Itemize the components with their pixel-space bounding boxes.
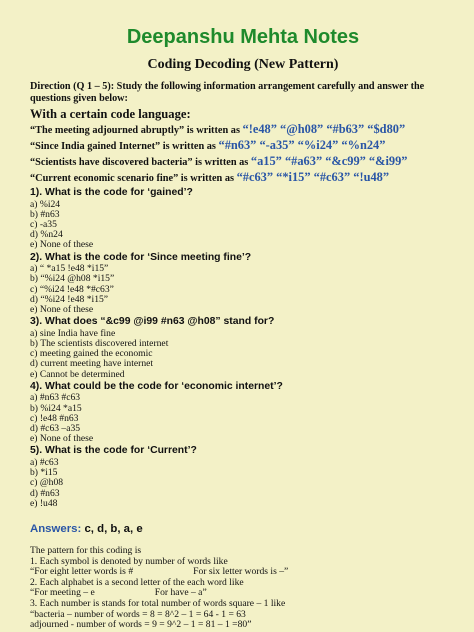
code-sentence: “The meeting adjourned abruptly” is written as bbox=[30, 125, 243, 136]
section-heading: With a certain code language: bbox=[30, 107, 191, 121]
option: c) @h08 bbox=[30, 477, 64, 489]
code-line bbox=[30, 122, 456, 138]
option: a) “ *a15 !e48 *i15” bbox=[30, 263, 109, 275]
option: d) “%i24 !e48 *i15” bbox=[30, 293, 109, 305]
option: b) The scientists discovered internet bbox=[30, 338, 169, 350]
option: a) sine India have fine bbox=[30, 327, 116, 339]
question-1 bbox=[30, 187, 456, 251]
option: b) %i24 *a15 bbox=[30, 402, 82, 414]
option: b) #n63 bbox=[30, 208, 60, 220]
code-sentence: “Scientists have discovered bacteria” is written as bbox=[30, 157, 251, 168]
code-line bbox=[30, 138, 456, 154]
pair-right: For have – a” bbox=[154, 587, 207, 599]
question-2 bbox=[30, 252, 456, 316]
direction-text: Direction (Q 1 – 5): Study the following information arrangement carefully and answer the questions given below: bbox=[30, 81, 425, 104]
pair-left: “For meeting – e bbox=[30, 587, 95, 599]
option: a) #n63 #c63 bbox=[30, 392, 81, 404]
option: c) meeting gained the economic bbox=[30, 348, 153, 360]
answers-line bbox=[30, 522, 456, 536]
question-text: 4). What could be the code for ‘economic internet’? bbox=[30, 380, 283, 392]
option: d) %n24 bbox=[30, 229, 63, 241]
option: a) #c63 bbox=[30, 457, 59, 469]
option: d) #c63 –a35 bbox=[30, 423, 81, 435]
question-4 bbox=[30, 381, 456, 445]
explanation bbox=[30, 546, 456, 631]
option: d) #n63 bbox=[30, 487, 60, 499]
option: b) “%i24 @h08 *i15” bbox=[30, 273, 115, 285]
explanation-line: adjourned - number of words = 9 = 9^2 – 1 = 81 – 1 =80” bbox=[30, 619, 252, 631]
code-sentence: “Since India gained Internet” is written as bbox=[30, 141, 219, 152]
pair-right: For six letter words is –” bbox=[193, 566, 289, 578]
option: e) !u48 bbox=[30, 497, 58, 509]
code-value: “!e48” “@h08” “#b63” “$d80” bbox=[242, 122, 406, 136]
code-sentence: “Current economic scenario fine” is written as bbox=[30, 173, 237, 184]
option: e) None of these bbox=[30, 433, 94, 445]
code-value: “#n63” “-a35” “%i24” “%n24” bbox=[218, 138, 386, 152]
option: c) -a35 bbox=[30, 219, 57, 230]
code-line bbox=[30, 154, 456, 170]
explanation-line: “bacteria – number of words = 8 = 8^2 – 1 = 64 - 1 = 63 bbox=[30, 608, 246, 620]
answers-value: c, d, b, a, e bbox=[81, 523, 143, 536]
option: a) %i24 bbox=[30, 198, 61, 210]
explanation-line: 1. Each symbol is denoted by number of words like bbox=[30, 555, 228, 567]
code-line bbox=[30, 170, 456, 186]
option: e) None of these bbox=[30, 304, 94, 316]
question-5 bbox=[30, 445, 456, 509]
page-subtitle: Coding Decoding (New Pattern) bbox=[147, 57, 339, 72]
question-text: 5). What is the code for ‘Current’? bbox=[30, 445, 197, 457]
question-text: 3). What does “&c99 @i99 #n63 @h08” stand for? bbox=[30, 316, 275, 328]
page-title: Deepanshu Mehta Notes bbox=[126, 26, 360, 48]
question-text: 2). What is the code for ‘Since meeting fine’? bbox=[30, 251, 252, 263]
explanation-line: 3. Each number is stands for total number of words square – 1 like bbox=[30, 598, 286, 610]
code-value: “#c63” “*i15” “#c63” “!u48” bbox=[236, 170, 390, 184]
option: e) Cannot be determined bbox=[30, 368, 125, 380]
option: d) current meeting have internet bbox=[30, 358, 154, 370]
explanation-line: 2. Each alphabet is a second letter of the each word like bbox=[30, 576, 244, 588]
option: b) *i15 bbox=[30, 467, 58, 479]
question-3 bbox=[30, 316, 456, 380]
pair-left: “For eight letter words is # bbox=[30, 566, 134, 578]
answers-label: Answers: bbox=[30, 523, 82, 536]
option: c) “%i24 !e48 *#c63” bbox=[30, 283, 114, 295]
explanation-line: The pattern for this coding is bbox=[30, 545, 142, 557]
code-list bbox=[30, 122, 456, 186]
option: e) None of these bbox=[30, 239, 94, 251]
code-value: “a15” “#a63” “&c99” “&i99” bbox=[250, 154, 408, 168]
question-text: 1). What is the code for ‘gained’? bbox=[30, 187, 193, 198]
option: c) !e48 #n63 bbox=[30, 412, 79, 424]
